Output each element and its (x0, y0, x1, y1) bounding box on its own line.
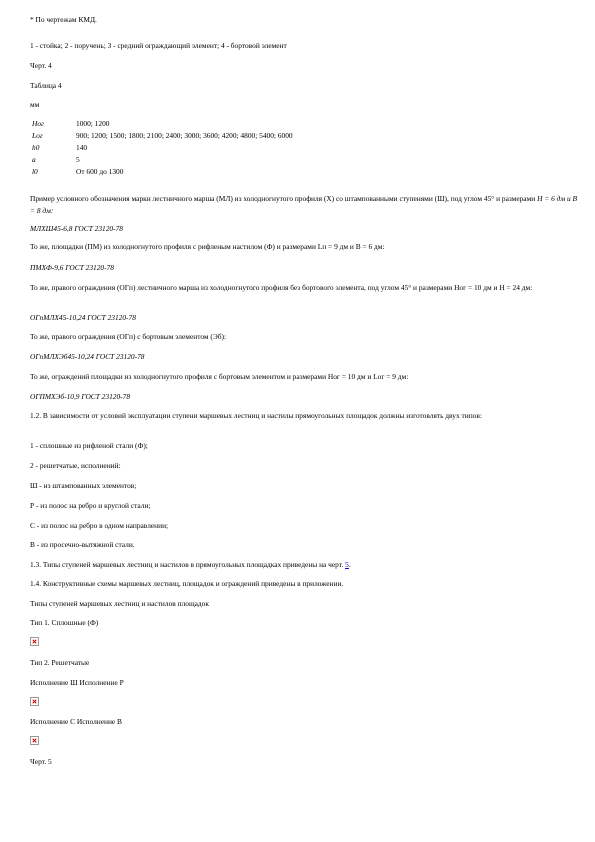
example-paragraph-2: То же, площадки (ПМ) из холодногнутого профиля с рифленым настилом (Ф) и размерами Lп = 9 дм и В = 6 дм: (30, 242, 385, 251)
table-value: 1000; 1200 (76, 119, 110, 128)
designation-mark-1: МЛХШ45-6,8 ГОСТ 23120-78 (30, 224, 123, 233)
table-key: h0 (32, 143, 40, 152)
table-key: Hог (32, 119, 44, 128)
broken-image-icon (30, 697, 39, 706)
execution-labels-2: Исполнение С Исполнение В (30, 717, 122, 726)
table-value: 900; 1200; 1500; 1800; 2100; 2400; 3000; 3600; 4200; 4800; 5400; 6000 (76, 131, 293, 140)
table-4-title: Таблица 4 (30, 81, 62, 90)
variant-v: В - из просечно-вытяжной стали. (30, 540, 135, 549)
variant-r: Р - из полос на ребро и круглой стали; (30, 501, 151, 510)
designation-mark-3: ОГпМЛХ45-10,24 ГОСТ 23120-78 (30, 313, 136, 322)
section-1-4: 1.4. Конструктивные схемы маршевых лестниц, площадок и ограждений приведены в приложении. (30, 579, 344, 588)
designation-mark-5: ОГПМХЭб-10,9 ГОСТ 23120-78 (30, 392, 131, 401)
designation-mark-4: ОГпМЛХЭб45-10,24 ГОСТ 23120-78 (30, 352, 145, 361)
example-paragraph-1 (30, 193, 578, 216)
table-value: 5 (76, 155, 80, 164)
example-dimensions: Н = 6 дм и В = 8 дм: (30, 194, 578, 215)
type-1-title: Тип 1. Сплошные (Ф) (30, 618, 99, 627)
example-text: То же, правого ограждения (ОГп) лестничного марша из холодногнутого профиля без бортового элемента, под углом 45° и размерами (30, 283, 455, 292)
table-key: Lог (32, 131, 43, 140)
section-1-2: 1.2. В зависимости от условий эксплуатации ступени маршевых лестниц и настилы прямоугольных площадок должны изготовлять двух типов: (30, 411, 482, 420)
table-value: От 600 до 1300 (76, 167, 124, 176)
figure-legend: 1 - стойка; 2 - поручень; 3 - средний ограждающий элемент; 4 - бортовой элемент (30, 41, 287, 50)
step-type-1: 1 - сплошные из рифленой стали (Ф); (30, 441, 148, 450)
example-text: Пример условного обозначения марки лестничного марша (МЛ) из холодногнутого профиля (Х) со штампованными ступенями (Ш), под углом 45° и размерами (30, 194, 538, 203)
step-type-2: 2 - решетчатые, исполнений: (30, 461, 121, 470)
section-1-3-text: 1.3. Типы ступеней маршевых лестниц и настилов в прямоугольных площадках приведены на черт. (30, 560, 346, 569)
example-paragraph-5: То же, ограждений площадки из холодногнутого профиля с бортовым элементом и размерами Нoг = 10 дм и Lог = 9 дм: (30, 372, 409, 381)
table-key: a (32, 155, 36, 164)
execution-labels-1: Исполнение Ш Исполнение Р (30, 678, 124, 687)
step-types-title: Типы ступеней маршевых лестниц и настилов площадок (30, 599, 209, 608)
chart-5-caption: Черт. 5 (30, 757, 52, 766)
table-key: l0 (32, 167, 38, 176)
chart-5-link[interactable]: 5 (345, 560, 349, 569)
footnote: * По чертежам КМД. (30, 15, 97, 24)
broken-image-icon (30, 736, 39, 745)
designation-mark-2: ПМХФ-9,6 ГОСТ 23120-78 (30, 263, 114, 272)
variant-s: С - из полос на ребро в одном направлении; (30, 521, 169, 530)
broken-image-icon (30, 637, 39, 646)
section-1-3-end: . (348, 560, 351, 569)
table-value: 140 (76, 143, 88, 152)
example-paragraph-4: То же, правого ограждения (ОГп) с бортовым элементом (Эб): (30, 332, 227, 341)
type-2-title: Тип 2. Решетчатые (30, 658, 90, 667)
example-paragraph-3 (30, 282, 578, 294)
example-dimensions: Hог = 10 дм и Н = 24 дм: (454, 283, 533, 292)
chart-4-caption: Черт. 4 (30, 61, 52, 70)
table-unit: мм (30, 100, 40, 109)
variant-sh: Ш - из штампованных элементов; (30, 481, 137, 490)
section-1-3 (30, 559, 351, 571)
